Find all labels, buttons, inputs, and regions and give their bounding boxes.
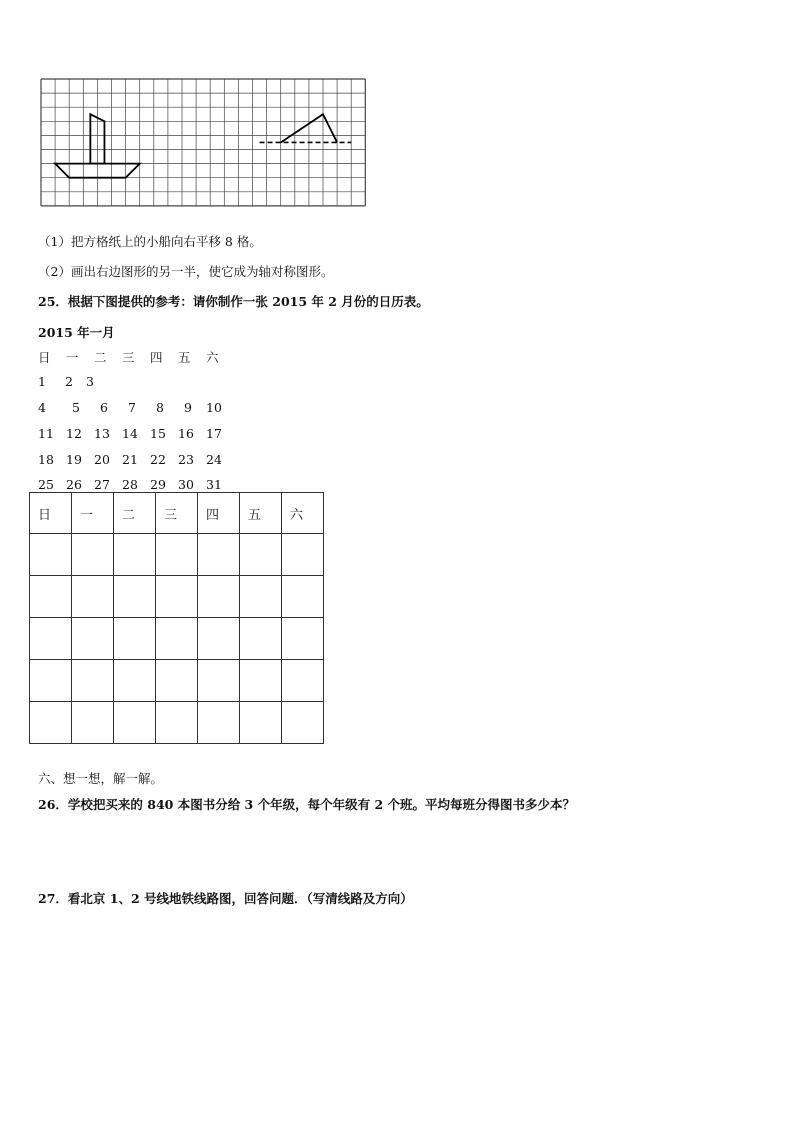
calendar-day: 6	[100, 400, 108, 415]
calendar-day: 31	[206, 477, 222, 492]
calendar-day: 30	[178, 477, 194, 492]
header-cell: 日	[30, 493, 72, 534]
blank-cell[interactable]	[240, 702, 282, 744]
calendar-day: 10	[206, 400, 222, 415]
blank-cell[interactable]	[198, 576, 240, 618]
blank-cell[interactable]	[72, 534, 114, 576]
blank-calendar-table	[29, 492, 324, 744]
blank-cell[interactable]	[30, 660, 72, 702]
blank-cell[interactable]	[198, 618, 240, 660]
q26-text: 26．学校把买来的 840 本图书分给 3 个年级，每个年级有 2 个班。平均每班分得图书多少本？	[38, 797, 575, 812]
calendar-day: 27	[94, 477, 110, 492]
q24-sub1: （1）把方格纸上的小船向右平移 8 格。	[38, 234, 262, 249]
calendar-day: 29	[150, 477, 166, 492]
calendar-day: 25	[38, 477, 54, 492]
calendar-day: 11	[38, 426, 54, 441]
table-row	[30, 660, 324, 702]
blank-cell[interactable]	[282, 618, 324, 660]
blank-cell[interactable]	[282, 702, 324, 744]
calendar-month-title: 2015 年一月	[38, 325, 115, 340]
calendar-day: 23	[178, 452, 194, 467]
calendar-day: 20	[94, 452, 110, 467]
header-cell: 六	[282, 493, 324, 534]
blank-cell[interactable]	[72, 618, 114, 660]
blank-cell[interactable]	[240, 660, 282, 702]
blank-cell[interactable]	[30, 534, 72, 576]
weekday-label: 四	[150, 350, 163, 365]
header-cell: 三	[156, 493, 198, 534]
table-row	[30, 618, 324, 660]
blank-cell[interactable]	[198, 660, 240, 702]
calendar-table-header	[30, 493, 324, 534]
calendar-day: 7	[128, 400, 136, 415]
weekday-label: 五	[178, 350, 191, 365]
blank-cell[interactable]	[114, 702, 156, 744]
blank-cell[interactable]	[240, 534, 282, 576]
calendar-day: 2	[65, 374, 73, 389]
blank-cell[interactable]	[114, 618, 156, 660]
blank-cell[interactable]	[156, 702, 198, 744]
calendar-day: 21	[122, 452, 138, 467]
blank-cell[interactable]	[198, 534, 240, 576]
calendar-day: 19	[66, 452, 82, 467]
blank-cell[interactable]	[282, 576, 324, 618]
calendar-day: 3	[86, 374, 94, 389]
weekday-label: 二	[94, 350, 107, 365]
calendar-day: 8	[156, 400, 164, 415]
blank-cell[interactable]	[156, 618, 198, 660]
calendar-day: 22	[150, 452, 166, 467]
calendar-day: 28	[122, 477, 138, 492]
calendar-day: 14	[122, 426, 138, 441]
blank-cell[interactable]	[156, 534, 198, 576]
section6-title: 六、想一想，解一解。	[38, 771, 164, 786]
grid-paper-figure	[40, 78, 366, 220]
q25-text: 25．根据下图提供的参考：请你制作一张 2015 年 2 月份的日历表。	[38, 294, 429, 309]
calendar-day: 4	[38, 400, 46, 415]
calendar-day: 9	[184, 400, 192, 415]
blank-cell[interactable]	[72, 660, 114, 702]
blank-cell[interactable]	[198, 702, 240, 744]
blank-cell[interactable]	[30, 576, 72, 618]
weekday-label: 三	[122, 350, 135, 365]
header-cell: 一	[72, 493, 114, 534]
blank-cell[interactable]	[156, 576, 198, 618]
calendar-day: 17	[206, 426, 222, 441]
blank-cell[interactable]	[240, 576, 282, 618]
q27-text: 27．看北京 1、2 号线地铁线路图，回答问题．（写清线路及方向）	[38, 891, 413, 906]
blank-cell[interactable]	[240, 618, 282, 660]
calendar-day: 24	[206, 452, 222, 467]
calendar-day: 16	[178, 426, 194, 441]
table-row	[30, 534, 324, 576]
blank-cell[interactable]	[72, 576, 114, 618]
calendar-day: 12	[66, 426, 82, 441]
calendar-day: 5	[72, 400, 80, 415]
blank-cell[interactable]	[114, 534, 156, 576]
weekday-label: 一	[66, 350, 79, 365]
header-cell: 二	[114, 493, 156, 534]
table-row	[30, 576, 324, 618]
calendar-day: 18	[38, 452, 54, 467]
blank-cell[interactable]	[72, 702, 114, 744]
header-cell: 五	[240, 493, 282, 534]
blank-cell[interactable]	[282, 660, 324, 702]
table-row	[30, 702, 324, 744]
blank-cell[interactable]	[30, 618, 72, 660]
calendar-day: 26	[66, 477, 82, 492]
calendar-day: 1	[38, 374, 46, 389]
blank-cell[interactable]	[156, 660, 198, 702]
blank-cell[interactable]	[282, 534, 324, 576]
blank-cell[interactable]	[30, 702, 72, 744]
q24-sub2: （2）画出右边图形的另一半，使它成为轴对称图形。	[38, 264, 334, 279]
calendar-day: 15	[150, 426, 166, 441]
calendar-day: 13	[94, 426, 110, 441]
weekday-label: 六	[206, 350, 219, 365]
header-cell: 四	[198, 493, 240, 534]
weekday-label: 日	[38, 350, 51, 365]
blank-cell[interactable]	[114, 576, 156, 618]
blank-cell[interactable]	[114, 660, 156, 702]
